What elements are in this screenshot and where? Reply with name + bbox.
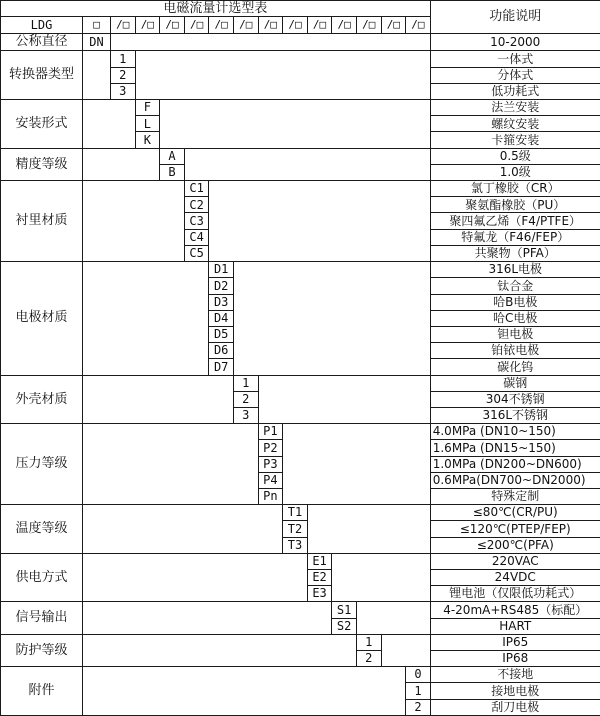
code-cell: D1 — [209, 262, 234, 278]
desc-cell: 钽电极 — [430, 326, 600, 342]
code-cell: 1 — [233, 375, 258, 391]
code-cell: S2 — [332, 618, 357, 634]
code-cell: 1 — [111, 51, 136, 67]
desc-cell: 碳化钨 — [430, 359, 600, 375]
code-cell: 1 — [406, 683, 431, 699]
code-slot-cell: /□ — [209, 17, 234, 34]
code-cell: T2 — [283, 521, 308, 537]
group-label: 温度等级 — [1, 505, 83, 554]
code-cell: Pn — [258, 488, 283, 504]
page-title: 电磁流量计选型表 — [1, 1, 431, 17]
code-slot-cell: /□ — [332, 17, 357, 34]
code-cell: C1 — [184, 181, 209, 197]
code-slot-cell: /□ — [356, 17, 381, 34]
desc-cell: 0.5级 — [430, 148, 600, 164]
function-header: 功能说明 — [430, 1, 600, 34]
code-slot-cell: /□ — [406, 17, 431, 34]
desc-cell: 4-20mA+RS485（标配） — [430, 602, 600, 618]
desc-cell: 刮刀电极 — [430, 699, 600, 715]
desc-cell: 1.6MPa (DN15~150) — [430, 440, 600, 456]
filler-cell — [332, 553, 430, 602]
code-cell: 2 — [356, 650, 381, 666]
filler-cell — [283, 424, 431, 505]
code-cell: D5 — [209, 326, 234, 342]
desc-cell: 氯丁橡胶（CR） — [430, 181, 600, 197]
code-cell: 3 — [233, 407, 258, 423]
code-cell: C3 — [184, 213, 209, 229]
table-row — [1, 262, 600, 278]
group-label: 防护等级 — [1, 634, 83, 666]
code-cell: T3 — [283, 537, 308, 553]
filler-cell — [160, 100, 431, 149]
filler-cell — [83, 602, 332, 634]
code-cell: 2 — [406, 699, 431, 715]
group-label: 外壳材质 — [1, 375, 83, 424]
filler-cell — [83, 262, 209, 375]
code-slot-cell: /□ — [381, 17, 406, 34]
desc-cell: 4.0MPa (DN10~150) — [430, 424, 600, 440]
code-cell: B — [160, 164, 185, 180]
table-row — [1, 634, 600, 650]
desc-cell: 碳钢 — [430, 375, 600, 391]
group-label: 电极材质 — [1, 262, 83, 375]
filler-cell — [83, 181, 185, 262]
code-cell: E3 — [307, 586, 332, 602]
table-row — [1, 667, 600, 683]
group-label: 供电方式 — [1, 553, 83, 602]
code-box-cell: □ — [83, 17, 111, 34]
code-cell: K — [135, 132, 160, 148]
desc-cell: IP68 — [430, 650, 600, 666]
filler-cell — [233, 262, 430, 375]
desc-cell: 低功耗式 — [430, 83, 600, 99]
code-slot-cell: /□ — [283, 17, 308, 34]
code-slot-cell: /□ — [111, 17, 136, 34]
code-slot-cell: /□ — [233, 17, 258, 34]
code-cell: A — [160, 148, 185, 164]
desc-cell: HART — [430, 618, 600, 634]
filler-cell — [83, 667, 406, 716]
code-cell: C5 — [184, 245, 209, 261]
filler-cell — [356, 602, 430, 634]
filler-cell — [83, 634, 357, 666]
code-cell: T1 — [283, 505, 308, 521]
group-label: 附件 — [1, 667, 83, 716]
table-row — [1, 51, 600, 67]
code-cell: D6 — [209, 343, 234, 359]
table-row — [1, 375, 600, 391]
code-cell: P2 — [258, 440, 283, 456]
table-row — [1, 148, 600, 164]
group-label: 衬里材质 — [1, 181, 83, 262]
desc-cell: 卡箍安装 — [430, 132, 600, 148]
code-slot-cell: /□ — [307, 17, 332, 34]
code-cell: S1 — [332, 602, 357, 618]
code-cell: P1 — [258, 424, 283, 440]
filler-cell — [209, 181, 430, 262]
desc-cell: 聚四氟乙烯（F4/PTFE） — [430, 213, 600, 229]
header-row — [1, 1, 600, 17]
filler-cell — [83, 424, 259, 505]
desc-cell: 10-2000 — [430, 34, 600, 51]
table-row — [1, 553, 600, 569]
filler-cell — [83, 505, 283, 554]
filler-cell — [83, 100, 136, 149]
code-cell: 2 — [233, 391, 258, 407]
filler-cell — [135, 51, 430, 100]
desc-cell: 一体式 — [430, 51, 600, 67]
desc-cell: 法兰安装 — [430, 100, 600, 116]
filler-cell — [258, 375, 430, 424]
code-slot-cell: /□ — [160, 17, 185, 34]
filler-cell — [184, 148, 430, 180]
filler-cell — [83, 51, 111, 100]
filler-cell — [83, 375, 234, 424]
desc-cell: 316L不锈钢 — [430, 407, 600, 423]
code-cell: D2 — [209, 278, 234, 294]
table-row — [1, 424, 600, 440]
desc-cell: 316L电极 — [430, 262, 600, 278]
code-cell: L — [135, 116, 160, 132]
desc-cell: IP65 — [430, 634, 600, 650]
code-cell: E1 — [307, 553, 332, 569]
code-cell: 2 — [111, 67, 136, 83]
model-prefix: LDG — [1, 17, 83, 34]
code-slot-cell: /□ — [184, 17, 209, 34]
desc-cell: 304不锈钢 — [430, 391, 600, 407]
desc-cell: 接地电极 — [430, 683, 600, 699]
code-cell: D4 — [209, 310, 234, 326]
code-cell: DN — [83, 34, 111, 51]
desc-cell: 分体式 — [430, 67, 600, 83]
desc-cell: 聚氨酯橡胶（PU） — [430, 197, 600, 213]
group-label: 安装形式 — [1, 100, 83, 149]
table-row — [1, 602, 600, 618]
code-slot-cell: /□ — [258, 17, 283, 34]
code-cell: P3 — [258, 456, 283, 472]
group-label: 压力等级 — [1, 424, 83, 505]
code-cell: C4 — [184, 229, 209, 245]
desc-cell: ≤120℃(PTEP/FEP) — [430, 521, 600, 537]
group-label: 精度等级 — [1, 148, 83, 180]
desc-cell: 铂铱电极 — [430, 343, 600, 359]
desc-cell: 不接地 — [430, 667, 600, 683]
desc-cell: 钛合金 — [430, 278, 600, 294]
desc-cell: 1.0MPa (DN200~DN600) — [430, 456, 600, 472]
code-cell: P4 — [258, 472, 283, 488]
code-cell: 0 — [406, 667, 431, 683]
desc-cell: ≤200℃(PFA) — [430, 537, 600, 553]
table-row — [1, 181, 600, 197]
code-cell: E2 — [307, 569, 332, 585]
group-label: 转换器类型 — [1, 51, 83, 100]
filler-cell — [307, 505, 430, 554]
filler-cell — [111, 34, 431, 51]
code-cell: 3 — [111, 83, 136, 99]
code-slot-cell: /□ — [135, 17, 160, 34]
code-cell: C2 — [184, 197, 209, 213]
group-label: 信号输出 — [1, 602, 83, 634]
desc-cell: 1.0级 — [430, 164, 600, 180]
code-cell: D7 — [209, 359, 234, 375]
desc-cell: 锂电池（仅限低功耗式） — [430, 586, 600, 602]
group-label: 公称直径 — [1, 34, 83, 51]
desc-cell: 220VAC — [430, 553, 600, 569]
table-row — [1, 34, 600, 51]
filler-cell — [83, 553, 308, 602]
filler-cell — [381, 634, 430, 666]
desc-cell: 螺纹安装 — [430, 116, 600, 132]
desc-cell: 特氟龙（F46/FEP） — [430, 229, 600, 245]
table-row — [1, 100, 600, 116]
desc-cell: 哈C电极 — [430, 310, 600, 326]
desc-cell: 特殊定制 — [430, 488, 600, 504]
desc-cell: 0.6MPa(DN700~DN2000) — [430, 472, 600, 488]
code-cell: 1 — [356, 634, 381, 650]
filler-cell — [83, 148, 160, 180]
desc-cell: 共聚物（PFA） — [430, 245, 600, 261]
code-cell: D3 — [209, 294, 234, 310]
desc-cell: 哈B电极 — [430, 294, 600, 310]
code-cell: F — [135, 100, 160, 116]
desc-cell: 24VDC — [430, 569, 600, 585]
desc-cell: ≤80℃(CR/PU) — [430, 505, 600, 521]
table-row — [1, 505, 600, 521]
